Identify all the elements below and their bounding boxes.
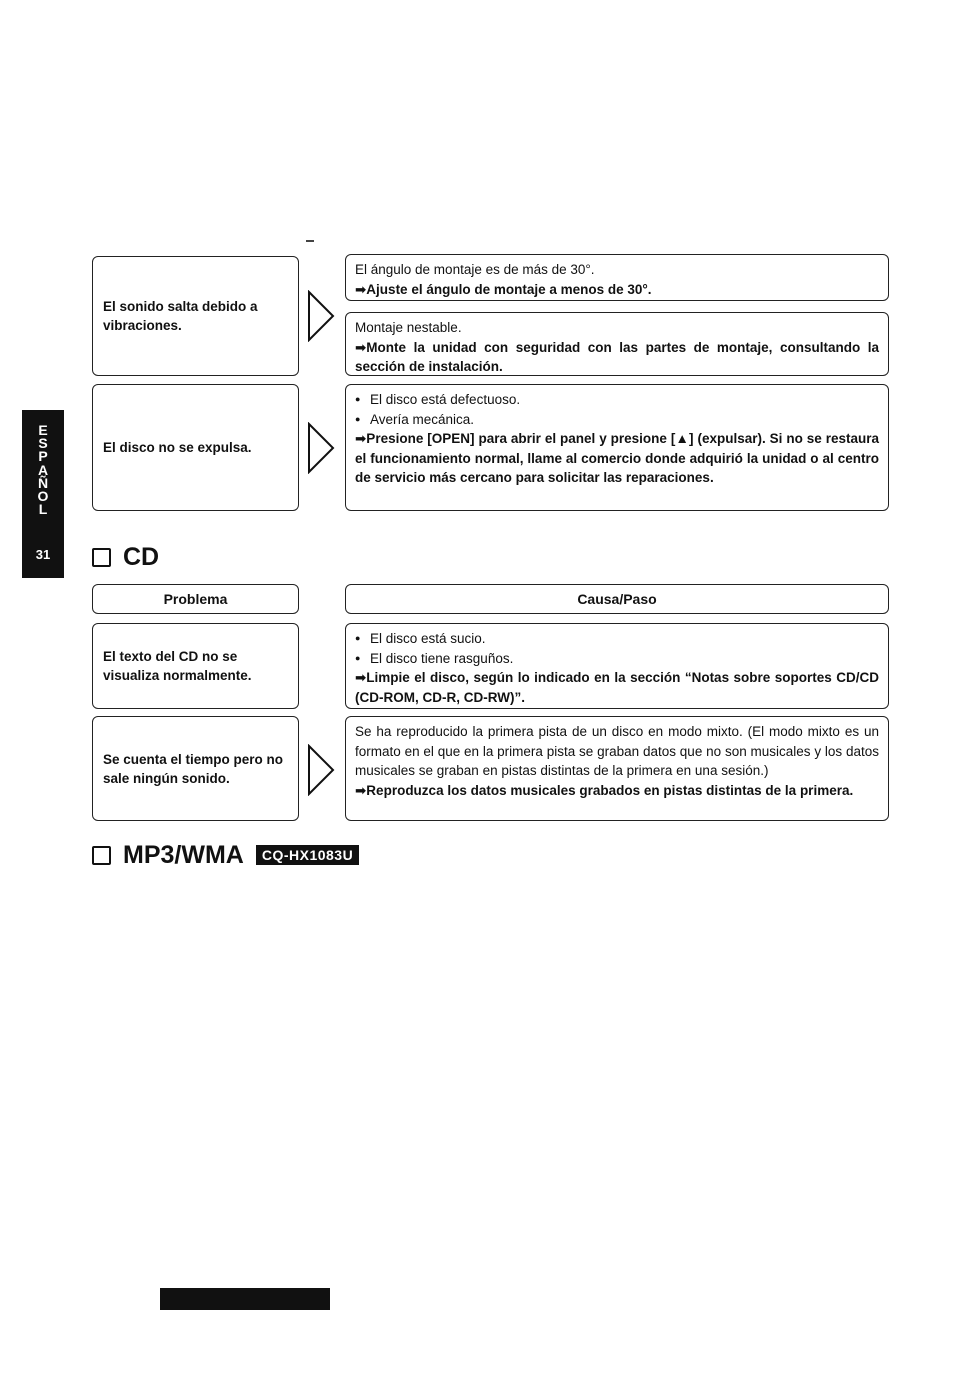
list-item: ● Avería mecánica. <box>355 410 879 430</box>
section-title-text: CD <box>123 542 160 571</box>
list-item: ● El disco tiene rasguños. <box>355 649 879 669</box>
header-label: Causa/Paso <box>577 591 657 607</box>
side-letter: P <box>38 448 48 465</box>
action-text: ➡Limpie el disco, según lo indicado en la sección “Notas sobre soportes CD/CD (CD-ROM, CD-R, CD-RW)”. <box>355 670 879 705</box>
side-letter: E <box>38 422 48 438</box>
cause-text: Se ha reproducido la primera pista de un disco en modo mixto. (El modo mixto es un formato en el que en la primera pista se graban datos que no son musicales y los datos musicales se graban en pistas distintas de la primera en una sesión.) <box>355 724 879 778</box>
model-badge: CQ-HX1083U <box>256 845 359 865</box>
side-letter: Ñ <box>37 474 49 491</box>
arrow-right-icon <box>307 290 335 342</box>
side-letter: O <box>37 488 49 505</box>
cause-list <box>355 390 879 429</box>
checkbox-square-icon <box>92 846 111 865</box>
side-tab-letters <box>22 424 64 516</box>
header-label: Problema <box>163 591 228 607</box>
header-problem <box>92 584 299 614</box>
problem-box <box>92 716 299 821</box>
problem-text: El sonido salta debido a vibraciones. <box>103 299 258 333</box>
list-item: ● El disco está defectuoso. <box>355 390 879 410</box>
arrow-right-icon <box>307 422 335 474</box>
cause-box <box>345 623 889 709</box>
problem-box <box>92 256 299 376</box>
cause-box <box>345 312 889 376</box>
action-text: ➡Ajuste el ángulo de montaje a menos de 30°. <box>355 281 652 297</box>
checkbox-square-icon <box>92 548 111 567</box>
section-title-mp3-wma <box>92 838 359 872</box>
header-cause <box>345 584 889 614</box>
problem-text: Se cuenta el tiempo pero no sale ningún sonido. <box>103 751 284 786</box>
action-text: ➡Monte la unidad con seguridad con las partes de montaje, consultando la sección de instalación. <box>355 339 879 374</box>
redaction-bar <box>160 1288 330 1310</box>
side-letter: L <box>38 501 48 518</box>
cause-box <box>345 716 889 821</box>
problem-box <box>92 384 299 511</box>
cause-text: El ángulo de montaje es de más de 30°. <box>355 262 595 277</box>
action-text: ➡Reproduzca los datos musicales grabados en pistas distintas de la primera. <box>355 782 854 798</box>
cause-box <box>345 384 889 511</box>
cause-text: Montaje nestable. <box>355 320 462 335</box>
section-title-cd <box>92 540 159 574</box>
problem-text: El texto del CD no se visualiza normalmente. <box>103 649 252 683</box>
side-letter: A <box>37 461 49 478</box>
action-text: ➡Presione [OPEN] para abrir el panel y presione [▲] (expulsar). Si no se restaura el funcionamiento normal, llame al comercio donde adquirió la unidad o al centro de servicio más cercano para solicitar las reparaciones. <box>355 431 879 485</box>
side-letter: S <box>38 435 48 452</box>
page-number: 31 <box>35 547 51 562</box>
stray-mark <box>306 240 314 242</box>
cause-box <box>345 254 889 301</box>
problem-box <box>92 623 299 709</box>
cause-list <box>355 629 879 668</box>
problem-text: El disco no se expulsa. <box>103 440 252 455</box>
section-title-text: MP3/WMA <box>123 840 244 869</box>
arrow-right-icon <box>307 744 335 796</box>
language-side-tab <box>22 410 64 578</box>
list-item: ● El disco está sucio. <box>355 629 879 649</box>
